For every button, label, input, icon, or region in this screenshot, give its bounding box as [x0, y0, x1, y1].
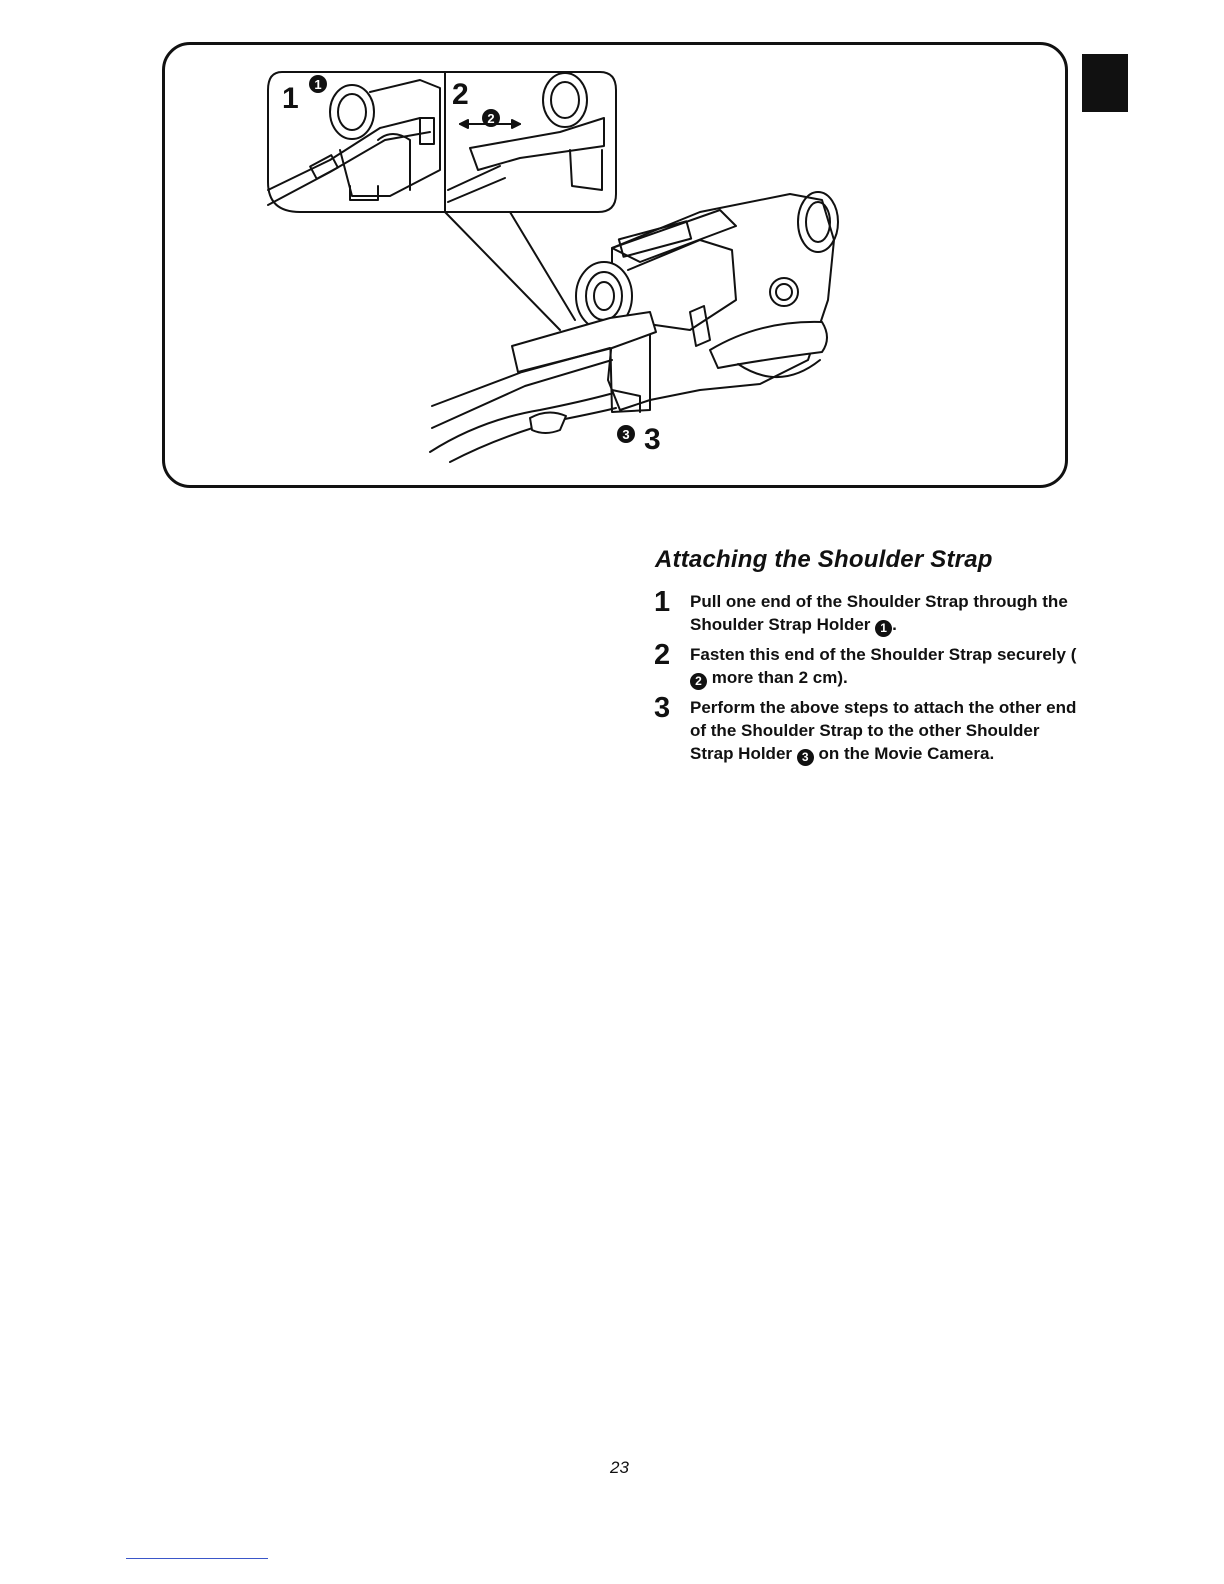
inset-label-3: 3	[644, 423, 661, 456]
step-1	[654, 586, 1084, 637]
section-title: Attaching the Shoulder Strap	[655, 546, 993, 573]
marker-3: 3	[622, 427, 630, 442]
marker-1: 1	[314, 77, 322, 92]
step-text: Fasten this end of the Shoulder Strap securely (2 more than 2 cm).	[690, 645, 1077, 688]
callout-marker: 2	[690, 673, 707, 690]
page-number: 23	[610, 1458, 629, 1477]
step-3	[654, 692, 1084, 766]
step-number: 3	[654, 692, 671, 724]
callout-marker: 3	[797, 749, 814, 766]
step-2	[654, 639, 1084, 690]
inset-label-1: 1	[282, 82, 299, 115]
step-list	[654, 586, 1084, 772]
step-number: 1	[654, 586, 671, 618]
step-number: 2	[654, 639, 671, 671]
marker-2: 2	[487, 111, 495, 126]
callout-marker: 1	[875, 620, 892, 637]
step-text: Perform the above steps to attach the other end of the Shoulder Strap to the other Shoulder Strap Holder 3 on the Movie Camera.	[690, 698, 1077, 764]
inset-label-2: 2	[452, 78, 469, 111]
footer-rule	[126, 1558, 268, 1559]
step-text: Pull one end of the Shoulder Strap through the Shoulder Strap Holder 1 .	[690, 592, 1068, 635]
